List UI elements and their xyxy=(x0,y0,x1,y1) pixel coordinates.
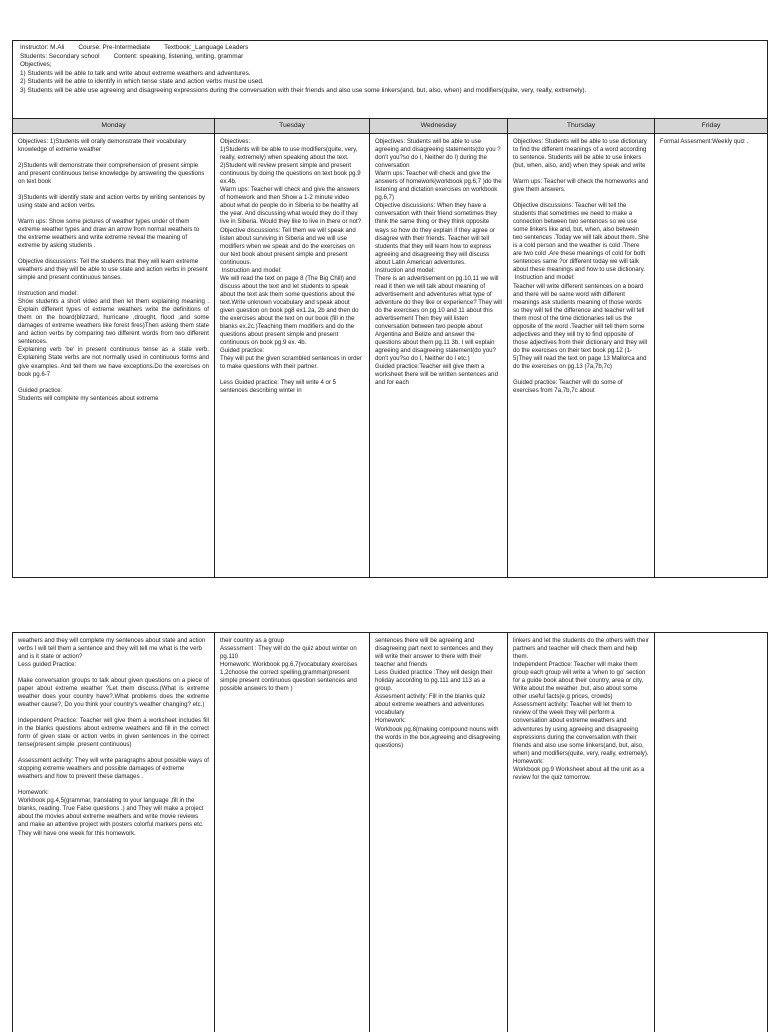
thursday-paragraph: Objectives: Students will be able to use dictionary to find the different meanings of a word according to sentence. Students will be able to use linkers (but, when, also, and) when they speak and write xyxy=(513,138,649,170)
thursday-paragraph: Objective discussions: Teacher will tell the students that sometimes we need to make a connection between two sentences so we use some linkers like and, but, when, also between two sentences .Today we will talk about them. She is a cold person and the weather is cold .There are two cold .Are these meanings of cold for both sentences same ?or different today we will talk about these meanings and how to use dictionary. Instruction and model: Teacher will write different sentences on a board and there will be same word with different meanings ask students meaning of those words so they will tell the difference and teacher will tell them most of the time dictionaries tell us the opposite of the word .Teacher will tell them some adjectives and they will try to find opposite of those adjectives from their dictionary and they will do the exercises on their text book pg.12 (1-5)They will read the text on page 13 Mallorca and do the exercises on pg.13 (7a,7b,7c) xyxy=(513,202,649,370)
header-row-2 xyxy=(20,53,760,62)
monday-paragraph: Guided practice: Students will complete my sentences about extreme xyxy=(18,386,159,402)
wednesday-cell xyxy=(370,633,508,1032)
friday-cell xyxy=(655,134,767,578)
thursday-cell xyxy=(508,633,655,1032)
objective-3: 3) Students will be able use agreeing and disagreeing expressions during the conversation with their friends and also use some linkers(and, but, also, when) and modifiers(quite, very, really, extremely). xyxy=(20,86,587,94)
monday-paragraph: Assessment activity: They will write paragraphs about possible ways of stopping extreme weathers and possible damages of extreme weathers and how to prevent these damages . xyxy=(18,757,211,781)
plan-grid-page-1 xyxy=(13,134,767,578)
content-text: Content: speaking, listening, writing, grammar xyxy=(113,52,244,60)
monday-paragraph: Independent Practice: Teacher will give them a worksheet includes fill in the blanks questions about extreme weathers and fill in the correct form of given state or action verbs in given sentences in the correct tense(present simple ,present continuous) xyxy=(18,717,211,749)
day-header-row xyxy=(13,119,767,134)
tuesday-cell xyxy=(215,633,370,1032)
objective-1: 1) Students will be able to talk and write about extreme weathers and adventures. xyxy=(20,69,251,77)
textbook-text: Textbook:_Language Leaders xyxy=(164,44,249,51)
monday-paragraph: Make conversation groups to talk about given questions on a piece of paper about extreme weather ?Let them discuss.(What is extreme weather does your country have?,What problems does the extreme weather cause?, Do you think your country's weather changing? etc.) xyxy=(18,677,211,709)
tuesday-paragraph: Objectives: 1)Students will be able to use modifiers(quite, very, really, extremely) when speaking about the text. 2)Student will review present simple and present continuous by doing the questions on text book pg.9 ex.4b. Warm ups: Teacher will check and give the answers of homework and then Show a 1-2 minute video about what do people do in Siberia to be healthy all the year. And discussing what would they do if they live in Siberia. Would they like to live in there or not? Objective discussions: Tell them we will speak and listen about surviving in Siberia and we will use modifiers when we speak and do the exercises on our text book about present simple and present continuous. Instruction and model: We will read the text on page 8 (The Big Chill) and discuss about the text and let students to speak about the text ask them some questions about the text.Write unknown vocabulary and speak about given question on book pg8 ex1.2a, 2b and then do the exercises about the text on our book (fill in the blanks ex.2c.)Teaching them modifiers and do the questions about present simple and present continuous on book pg.9 ex. 4b. Guided practice: They will put the given scrambled sentences in order to make questions with their partner. xyxy=(220,138,362,371)
wednesday-cell xyxy=(370,134,508,578)
thursday-paragraph: Guided practice: Teacher will do some of exercises from 7a,7b,7c about xyxy=(513,378,625,394)
monday-paragraph: Warm ups: Show some pictures of weather types under of them extreme weather types and draw an arrow from normal weathers to the extreme weathers and write extreme reveal the meaning of extreme by asking students . xyxy=(18,218,201,250)
monday-paragraph: Instruction and model: Show students a short video and then let them explaining meaning . Explain different types of extreme weathers write the definitions of them on the board(blizzard, hurricane ,drought, flood ,and some damages of extreme weathers like forest fires)Then asking them state and action verbs by comparing two different words from two different sentences. Explaining verb 'be' in present continuous tense as a state verb. Explaining State verbs are not normally used in continuous forms and give examples. And tell them we have exceptions.Do the exercises on book pg.6-7 xyxy=(18,290,209,378)
students-text: Students: Secondary school xyxy=(20,52,100,60)
day-header-wednesday: Wednesday xyxy=(370,119,508,133)
thursday-cell xyxy=(508,134,655,578)
tuesday-cell xyxy=(215,134,370,578)
friday-cell xyxy=(655,633,767,1032)
lesson-plan-page-1 xyxy=(12,40,768,578)
header-row-1 xyxy=(20,44,760,53)
lesson-plan-header xyxy=(13,41,767,119)
day-header-monday: Monday xyxy=(13,119,215,133)
wednesday-paragraph: sentences there will be agreeing and disagreeing part next to sentences and they will write their answer to there with their teacher and friends Less Guided practice :They will design their holiday according to pg.111 and 113 as a group. Assesment activity: Fill in the blanks quiz about extreme weathers and adventures vocabulary Homework: Workbook pg.8(making compound nouns with the words in the box,agreeing and disagreeing questions) xyxy=(375,637,501,749)
day-header-thursday: Thursday xyxy=(508,119,655,133)
day-header-friday: Friday xyxy=(701,122,721,129)
monday-paragraph: 2)Students will demonstrate their comprehension of present simple and present continuous tense knowledge by answering the questions on text book xyxy=(18,161,207,186)
monday-paragraph: Homework: Workbook pg.4,5(grammar, translating to your language ,fill in the blanks, reading. True False questions .) and They will make a project about the movies about extreme weathers and write movie reviews and make an attentive project with posters colorful markers pens etc. They will have one week for this homework. xyxy=(18,789,204,837)
tuesday-paragraph: their country as a group Assessment : They will do the quiz about winter on pg.110 Homework: Workbook pg.6,7(vocabulary exercises 1,2choose the correct spelling,grammar(present simple present continuous question sentences and possible answers to them ) xyxy=(220,637,358,693)
plan-grid-page-2 xyxy=(13,633,767,1032)
objective-2: 2) Students will be able to identify in which tense state and action verbs must be used. xyxy=(20,78,264,86)
monday-paragraph: Objectives: 1)Students will orally demonstrate their vocabulary knowledge of extreme weather xyxy=(18,138,188,154)
monday-paragraph: 3)Students will identify state and action verbs by writing sentences by using state and action verbs. xyxy=(18,194,207,210)
lesson-plan-page-2 xyxy=(12,632,768,1032)
monday-cell xyxy=(13,633,215,1032)
day-header-tuesday: Tuesday xyxy=(215,119,370,133)
thursday-paragraph: Warm ups: Teacher will check the homeworks and give them answers. xyxy=(513,178,650,194)
objectives-title: Objectives; xyxy=(20,61,52,69)
monday-cell xyxy=(13,134,215,578)
monday-paragraph: weathers and they will complete my sentences about state and action verbs I will tell them a sentence and they will tell me what is the verb and is it state or action? Less guided Practice: xyxy=(18,637,206,669)
instructor-text: Instructor: M.Ali xyxy=(20,44,65,51)
tuesday-paragraph: Less Guided practice: They will write 4 or 5 sentences describing winter in xyxy=(220,379,338,395)
thursday-paragraph: linkers and let the students do the others with their partners and teacher will check them and help them. Independent Practice: Teacher will make them group each group will write a 'when to go' section for a guide book about their country, area or city, Write about the weather ,but, also about some other useful facts(e.g prices, crowds) Assessment activity: Teacher will let them to review of the week they will perform a conversation about extreme weathers and adventures by using agreeing and disagreeing expressions during the conversation with their friends and also use some linkers(and, but, also, when) and modifiers(quite, very, really, extremely). Homework: Workbook pg.9 Worksheet about all the unit as a review for the quiz tomorrow. xyxy=(513,637,649,781)
friday-paragraph: Formal Assesment:Weekly quiz . xyxy=(660,138,749,145)
wednesday-paragraph: Objectives: Students will be able to use agreeing and disagreeing statements(do you ?don't you?so do I, Neither do I) during the conversation Warm ups: Teacher will check and give the answers of homework(workbook pg.6,7 )do the listening and dictation exercises on workbook pg.6,7) Objective discussions: When they have a conversation with their friend sometimes they think the same thing or they think opposite ways so how do they explain if they agree or disagree with their friends. Teacher will tell students that they will learn how to express agreeing and disagreeing they will discuss about Latin American adventures. Instruction and model: There is an advertisement on pg.10,11 we will read it then we will talk about meaning of advertisement and adventures what type of adventure do they like or experience? They will do the exercises on pg.10 and 11 about this advertisement Then they will listen conversation between two people about Argentina and Belize and answer the questions about them pg.11 3b. I will explain agreeing and disagreeing statement(do you? don't you?so do I, Neither do I etc.) Guided practice:Teacher will give them a worksheet there will be written sentences and and for each xyxy=(375,138,502,387)
course-text: Course: Pre-Intermediate xyxy=(78,44,151,51)
monday-paragraph: Objective discussions: Tell the students that they will learn extreme weathers and they will be able to use state and action verbs in present simple and present continuous tenses. xyxy=(18,258,210,282)
